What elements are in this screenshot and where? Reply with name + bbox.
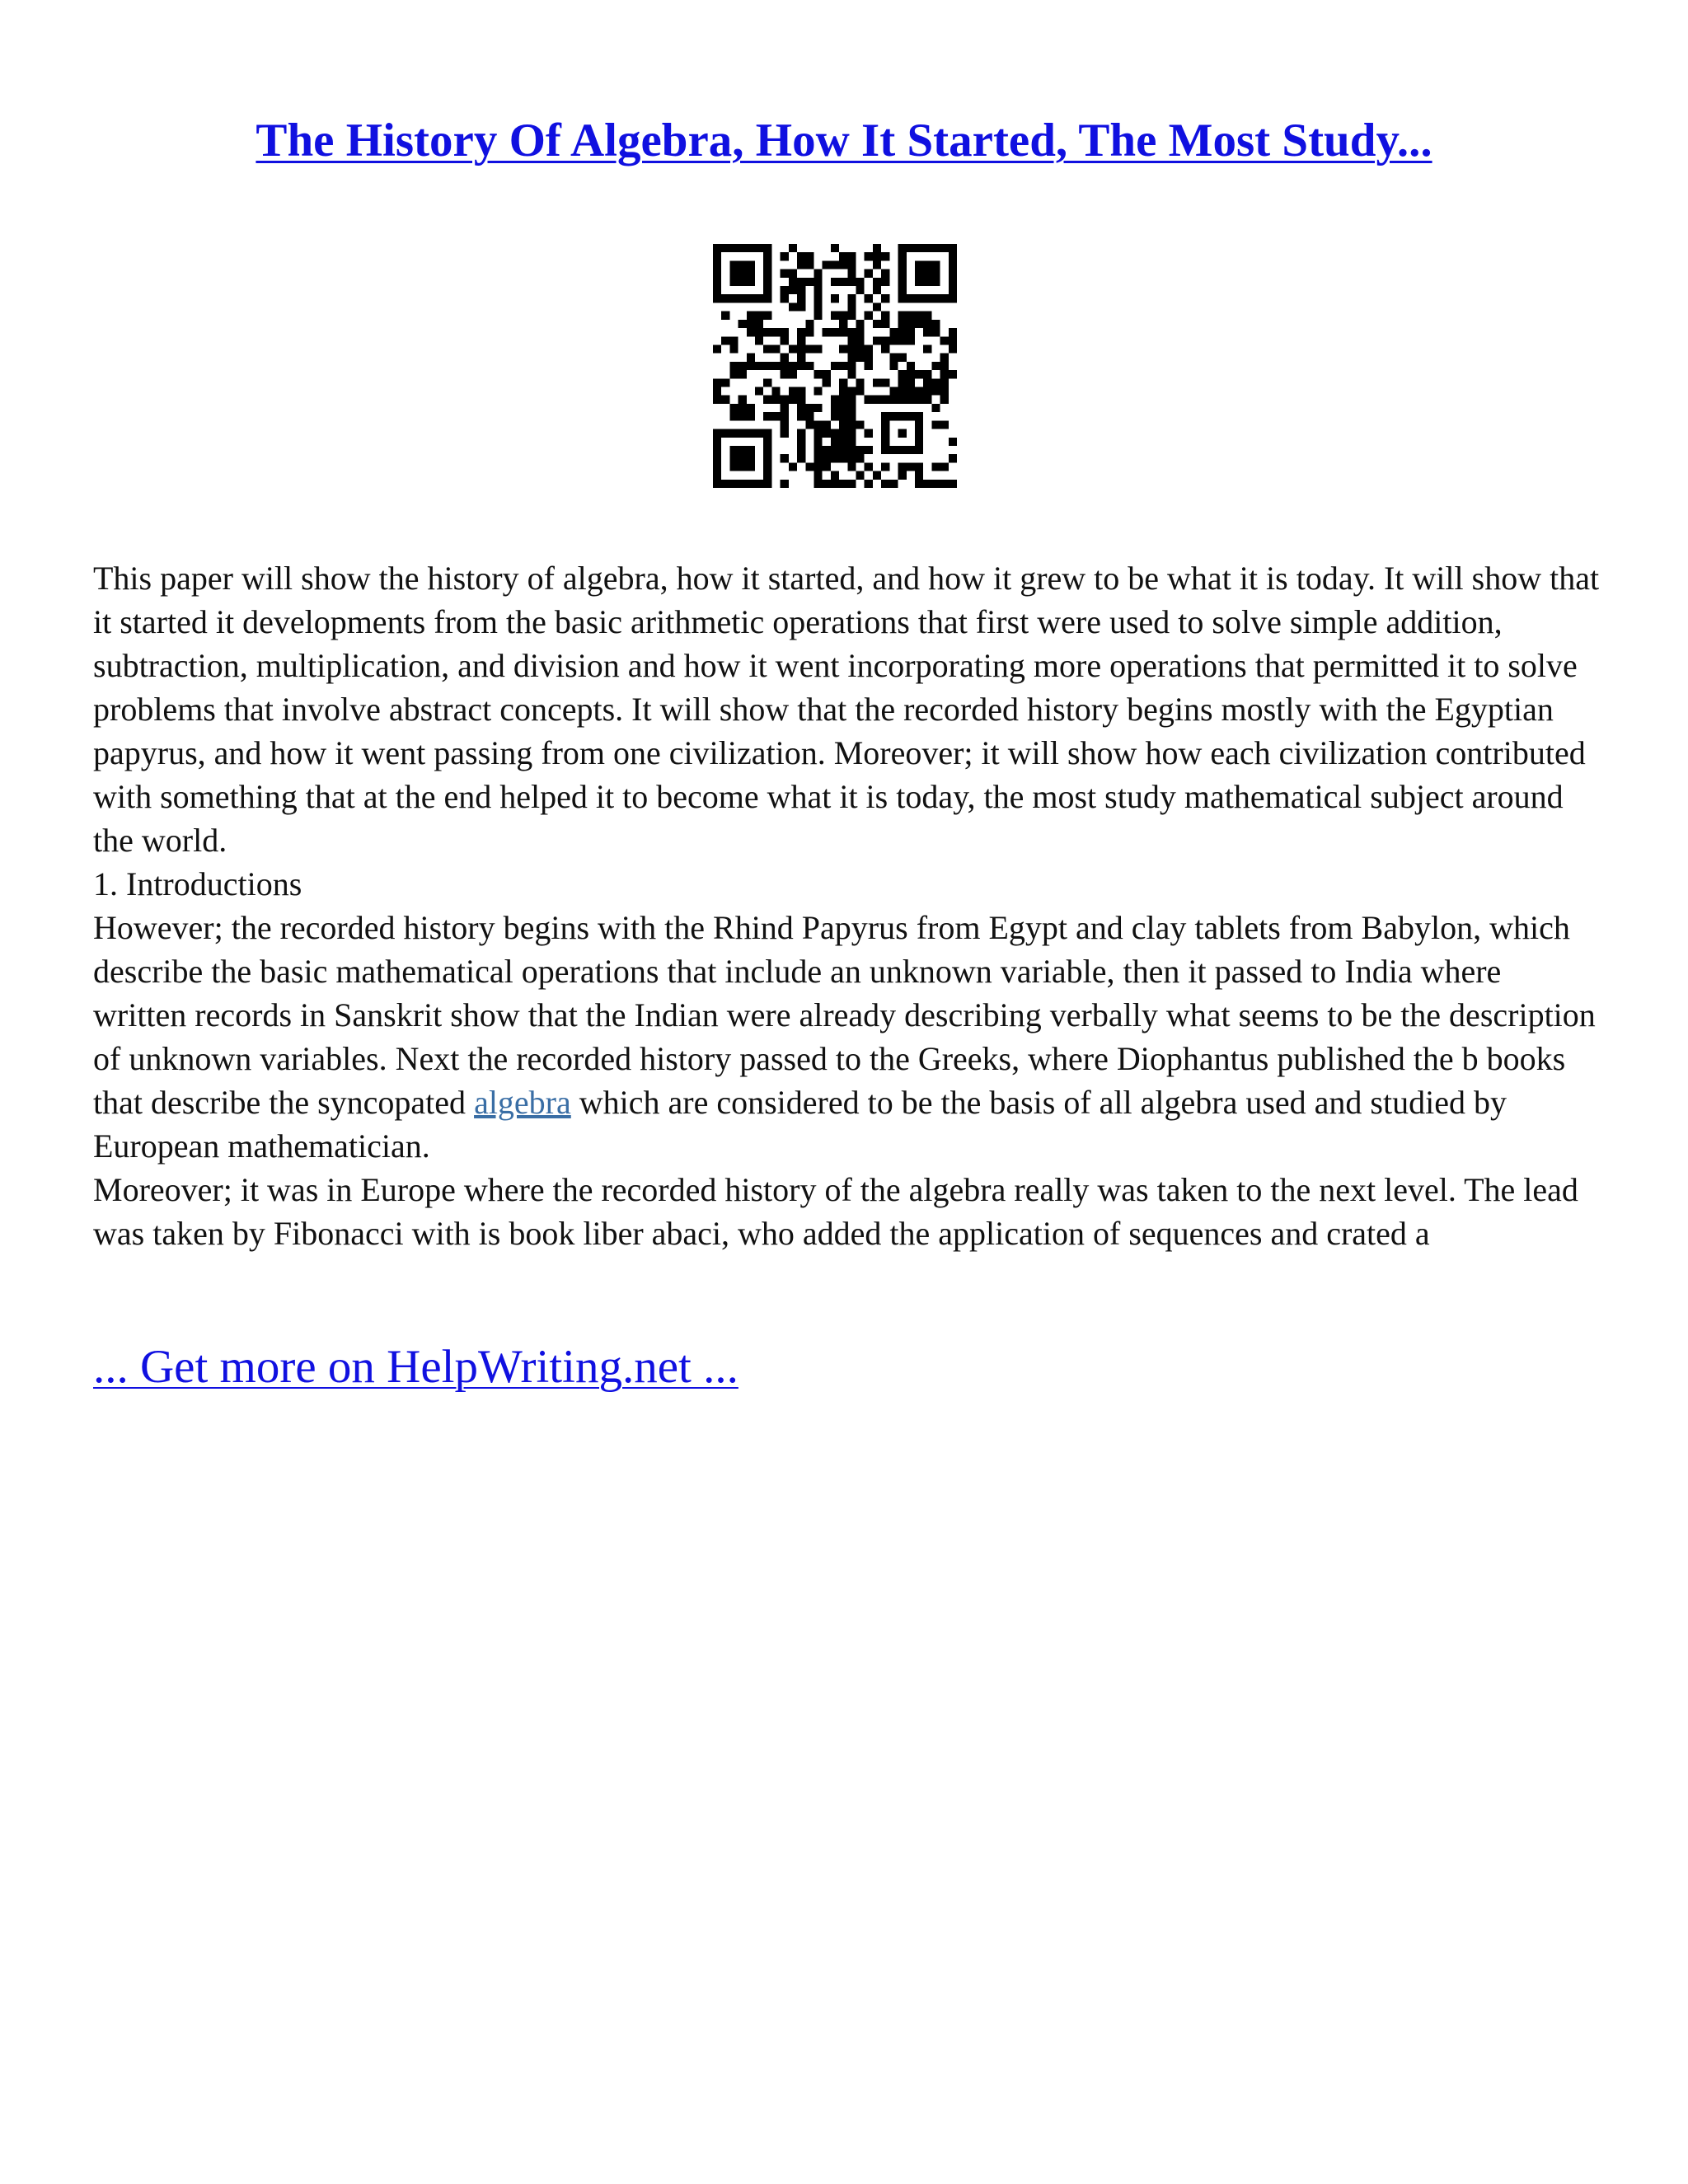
qr-code bbox=[713, 244, 957, 488]
history-paragraph bbox=[93, 906, 1601, 1168]
europe-paragraph: Moreover; it was in Europe where the recorded history of the algebra really was taken to the next level. The lead was taken by Fibonacci with is book liber abaci, who added the application of sequences and crated a bbox=[93, 1171, 1578, 1252]
history-text-start: However; the recorded history begins with the Rhind Papyrus from Egypt and clay tablets from Babylon, which describe the basic mathematical operations that include an unknown variable, then it passed to India where written records in Sanskrit show that the Indian were already describing verbally what seems to be the description of unknown variables. Next the recorded history passed to the Greeks, where Diophantus published the b books that describe the syncopated bbox=[93, 909, 1596, 1121]
body-text bbox=[93, 556, 1601, 1255]
abstract-paragraph: This paper will show the history of algebra, how it started, and how it grew to be what it is today. It will show that it started it developments from the basic arithmetic operations that first were used to solve simple addition, subtraction, multiplication, and division and how it went incorporating more operations that permitted it to solve problems that involve abstract concepts. It will show that the recorded history begins mostly with the Egyptian papyrus, and how it went passing from one civilization. Moreover; it will show how each civilization contributed with something that at the end helped it to become what it is today, the most study mathematical subject around the world. bbox=[93, 560, 1600, 859]
algebra-link[interactable]: algebra bbox=[474, 1084, 571, 1121]
get-more-link[interactable]: ... Get more on HelpWriting.net ... bbox=[93, 1341, 738, 1393]
title-link[interactable]: The History Of Algebra, How It Started, The Most Study... bbox=[256, 115, 1432, 166]
section-heading: 1. Introductions bbox=[93, 865, 302, 902]
history-text-end: which are considered to be the basis of all algebra used and studied by European mathematician. bbox=[93, 1084, 1507, 1165]
document-title bbox=[0, 115, 1688, 167]
